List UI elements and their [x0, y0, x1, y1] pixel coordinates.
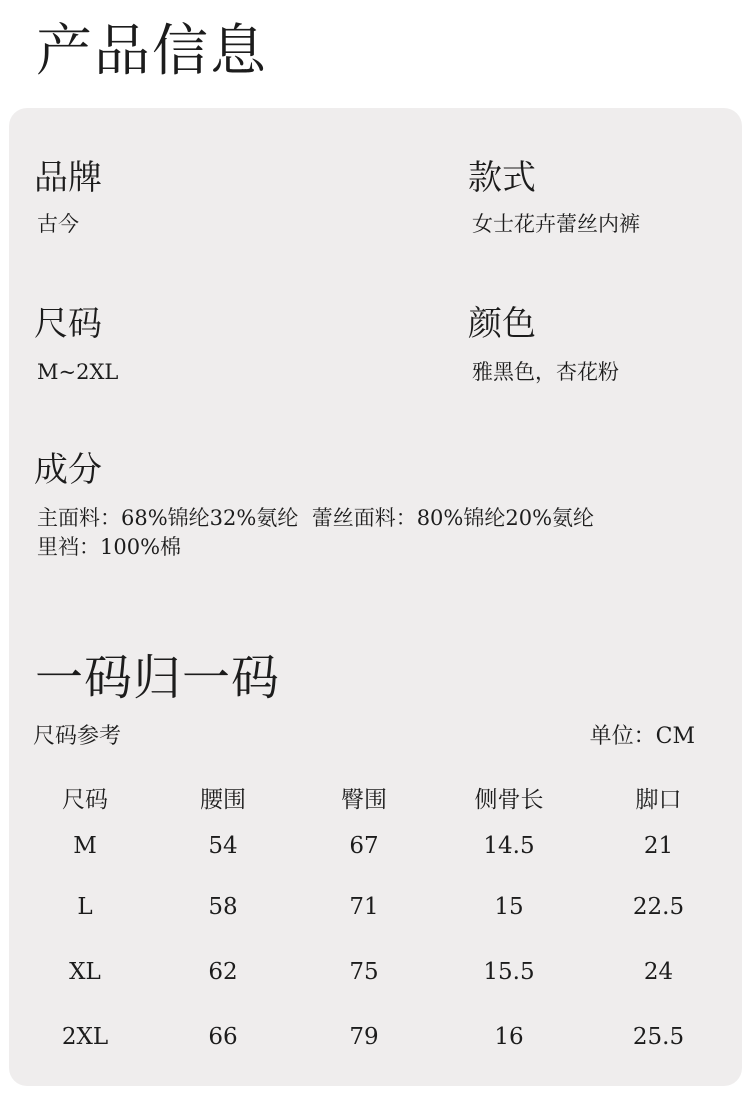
- cell-leg-opening: 21: [643, 833, 674, 859]
- size-label: 尺码: [34, 304, 102, 344]
- cell-leg-opening: 25.5: [632, 1023, 685, 1050]
- color-value: 雅黑色，杏花粉: [472, 360, 619, 384]
- size-reference-label: 尺码参考: [33, 724, 122, 749]
- cell-size: L: [77, 893, 93, 920]
- cell-leg-opening: 24: [643, 958, 674, 985]
- style-value: 女士花卉蕾丝内裤: [472, 212, 640, 236]
- cell-size: M: [73, 833, 97, 859]
- cell-hip: 75: [349, 958, 379, 985]
- cell-size: 2XL: [61, 1023, 109, 1050]
- composition-label: 成分: [34, 450, 102, 490]
- color-label: 颜色: [468, 304, 536, 344]
- size-table: [9, 776, 742, 1069]
- page-title: 产品信息: [36, 19, 268, 84]
- header-waist: 腰围: [200, 786, 246, 813]
- cell-side-length: 14.5: [483, 833, 535, 859]
- header-side-length: 侧骨长: [474, 786, 544, 813]
- brand-label: 品牌: [34, 158, 102, 198]
- cell-side-length: 16: [494, 1023, 524, 1050]
- unit-label: 单位：CM: [589, 724, 695, 749]
- cell-size: XL: [69, 958, 101, 985]
- composition-crotch-lining: 里裆：100%棉: [37, 535, 182, 559]
- header-size: 尺码: [62, 786, 108, 813]
- cell-hip: 67: [349, 833, 379, 859]
- size-value: M~2XL: [37, 360, 119, 384]
- style-label: 款式: [468, 158, 536, 198]
- cell-side-length: 15: [494, 893, 524, 920]
- cell-waist: 62: [208, 958, 238, 985]
- cell-hip: 71: [349, 893, 379, 920]
- brand-value: 古今: [37, 212, 79, 236]
- cell-side-length: 15.5: [483, 958, 535, 985]
- product-info-card: [9, 108, 742, 1086]
- table-row: [9, 1004, 742, 1069]
- cell-waist: 58: [208, 893, 238, 920]
- cell-hip: 79: [349, 1023, 379, 1050]
- cell-leg-opening: 22.5: [632, 893, 685, 920]
- header-hip: 臀围: [341, 786, 387, 813]
- cell-waist: 54: [208, 833, 238, 859]
- size-table-header-row: [9, 776, 742, 818]
- table-row: [9, 939, 742, 1004]
- cell-waist: 66: [208, 1023, 238, 1050]
- composition-main-fabric: 主面料：68%锦纶32%氨纶 蕾丝面料：80%锦纶20%氨纶: [37, 506, 595, 530]
- table-row: [9, 818, 742, 874]
- table-row: [9, 874, 742, 939]
- header-leg-opening: 脚口: [635, 786, 682, 813]
- size-section-title: 一码归一码: [35, 650, 281, 706]
